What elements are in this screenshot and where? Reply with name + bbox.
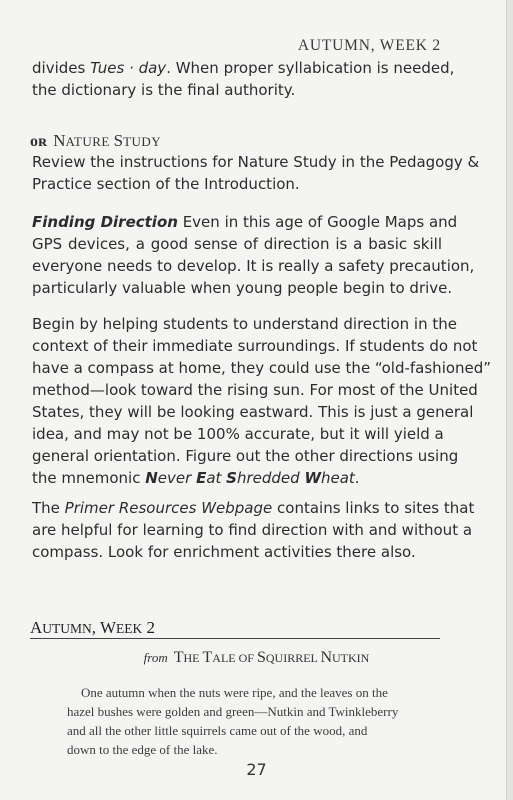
heading-sep: , xyxy=(91,618,100,637)
nature-study-paragraph xyxy=(32,151,480,195)
text-line: the dictionary is the final authority. xyxy=(32,81,296,99)
text-span: ever xyxy=(157,469,197,487)
primer-paragraph xyxy=(32,497,475,563)
heading-cap: W xyxy=(99,618,117,637)
text-line: Practice section of the Introduction. xyxy=(32,175,300,193)
begin-paragraph xyxy=(32,313,492,489)
title-cap: S xyxy=(256,649,266,666)
mnemonic xyxy=(145,469,355,487)
reading-section-heading xyxy=(30,618,155,638)
title-cap: N xyxy=(320,649,332,666)
italic-text: Tues · day xyxy=(90,59,167,77)
title-rest: QUIRREL xyxy=(265,651,321,665)
text-span: hredded xyxy=(236,469,305,487)
text-line xyxy=(32,57,455,79)
text-line: down to the edge of the lake. xyxy=(67,742,218,757)
text-line: and all the other little squirrels came out of the wood, and xyxy=(67,723,368,738)
text-span: . xyxy=(354,469,360,487)
text-line xyxy=(32,211,458,233)
text-line: have a compass at home, they could use the “old-fashioned” xyxy=(32,359,492,377)
text-line: hazel bushes were golden and green—Nutkin and Twinkleberry xyxy=(67,704,399,719)
text-span: divides xyxy=(32,59,91,77)
text-line: particularly valuable when young people begin to drive. xyxy=(32,279,453,297)
mnemonic-letter: W xyxy=(304,469,321,487)
text-line: GPS devices, a good sense of direction is a basic skill xyxy=(32,235,442,253)
heading-cap: A xyxy=(30,618,43,637)
story-title xyxy=(0,649,513,667)
text-line: compass. Look for enrichment activities there also. xyxy=(32,543,416,561)
text-line xyxy=(32,467,442,489)
text-span: the mnemonic xyxy=(32,469,146,487)
heading-cap: S xyxy=(113,131,124,150)
story-excerpt xyxy=(67,683,437,759)
text-span: at xyxy=(206,469,227,487)
from-label: from xyxy=(143,650,168,665)
text-span: Even in this age of Google Maps and xyxy=(177,213,458,231)
heading-rest: ATURE xyxy=(65,134,114,149)
text-span: The xyxy=(32,499,65,517)
text-span: heat xyxy=(320,469,355,487)
text-line: are helpful for learning to find direction with and without a xyxy=(32,521,473,539)
title-rest: ALE OF xyxy=(212,651,257,665)
text-line: method—look toward the rising sun. For most of the United xyxy=(32,381,478,399)
text-span: contains links to sites that xyxy=(272,499,475,517)
intro-paragraph xyxy=(32,57,455,101)
running-head: AUTUMN, WEEK 2 xyxy=(297,37,441,54)
title-rest: UTKIN xyxy=(332,651,370,665)
text-line: context of their immediate surroundings. If students do not xyxy=(32,337,478,355)
title-cap: T xyxy=(173,649,184,666)
ornament-icon: ᴏʀ xyxy=(30,133,48,150)
text-line: Review the instructions for Nature Study in the Pedagogy & xyxy=(32,153,480,171)
section-rule xyxy=(30,638,440,639)
italic-text: Primer Resources Webpage xyxy=(64,499,273,517)
mnemonic-letter: N xyxy=(145,469,158,487)
text-line: idea, and may not be 100% accurate, but it will yield a xyxy=(32,425,444,443)
run-in-title: Finding Direction xyxy=(32,213,178,231)
finding-direction-paragraph xyxy=(32,211,475,299)
heading-number: 2 xyxy=(142,618,156,637)
text-line: general orientation. Figure out the other directions using xyxy=(32,447,459,465)
heading-cap: N xyxy=(53,131,66,150)
text-line: One autumn when the nuts were ripe, and the leaves on the xyxy=(81,685,388,700)
nature-study-heading xyxy=(30,131,161,151)
page-number: 27 xyxy=(246,760,267,779)
text-span: . When proper syllabication is needed, xyxy=(166,59,455,77)
text-line xyxy=(32,497,475,519)
title-rest: HE xyxy=(183,651,203,665)
page-edge xyxy=(507,0,513,800)
text-line: States, they will be looking eastward. This is just a general xyxy=(32,403,474,421)
heading-rest: EEK xyxy=(116,621,143,636)
mnemonic-letter: E xyxy=(196,469,207,487)
text-line: Begin by helping students to understand direction in the xyxy=(32,315,457,333)
heading-rest: TUDY xyxy=(123,134,162,149)
heading-rest: UTUMN xyxy=(42,621,92,636)
title-cap: T xyxy=(202,649,213,666)
text-line: everyone needs to develop. It is really a safety precaution, xyxy=(32,257,475,275)
mnemonic-letter: S xyxy=(226,469,237,487)
